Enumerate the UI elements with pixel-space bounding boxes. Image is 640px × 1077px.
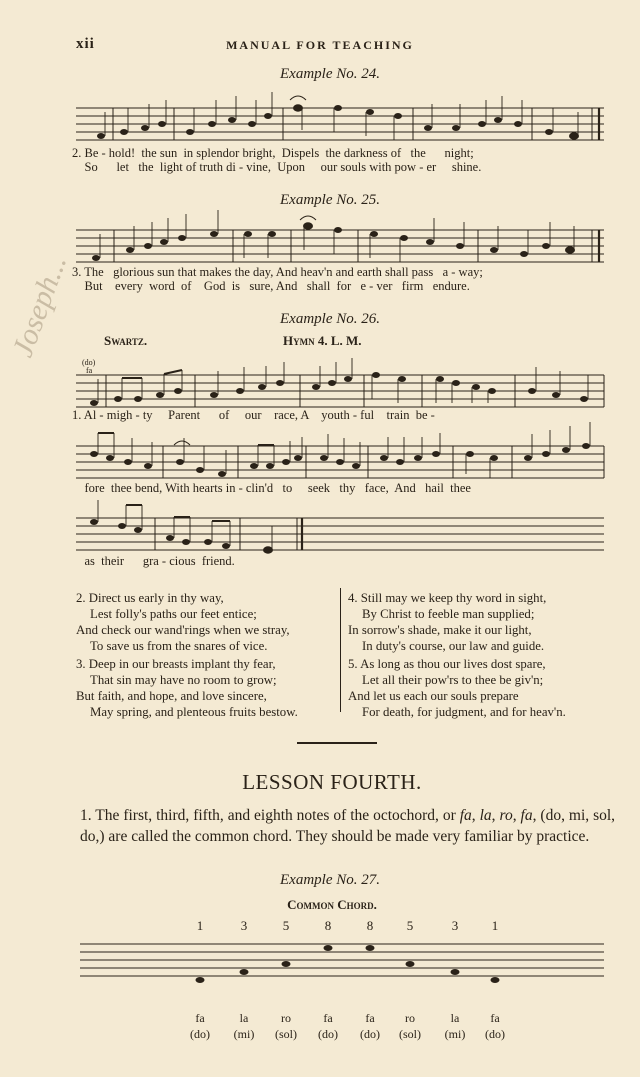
chord-note bbox=[406, 961, 415, 967]
verse-2-line-2: Lest folly's paths our feet entice; bbox=[90, 607, 257, 621]
verse-4-line-2: By Christ to feeble man supplied; bbox=[362, 607, 535, 621]
chord-syllable bbox=[438, 1010, 472, 1042]
verse-3 bbox=[76, 656, 298, 720]
chord-note bbox=[451, 969, 460, 975]
syllable-fa-name: ro bbox=[405, 1011, 415, 1025]
syllable-fa-name: la bbox=[239, 1011, 249, 1025]
chord-note bbox=[366, 945, 375, 951]
chord-syllable bbox=[183, 1010, 217, 1042]
clef-label-fa: fa bbox=[86, 366, 93, 375]
syllable-solfege-name: (mi) bbox=[233, 1027, 255, 1041]
verse-3-line-4: May spring, and plenteous fruits bestow. bbox=[90, 705, 298, 719]
example-26-lyric-3: as their gra - cious friend. bbox=[72, 554, 235, 568]
verse-2-line-1: 2. Direct us early in thy way, bbox=[76, 591, 224, 605]
syllable-solfege-name: (do) bbox=[485, 1027, 505, 1041]
syllable-fa-name: fa bbox=[365, 1011, 375, 1025]
page-number: xii bbox=[76, 36, 95, 52]
chord-syllable bbox=[311, 1010, 345, 1042]
syllable-solfege-name: (sol) bbox=[275, 1027, 297, 1041]
chord-syllable bbox=[353, 1010, 387, 1042]
chord-syllable bbox=[393, 1010, 427, 1042]
syllable-solfege-name: (do) bbox=[190, 1027, 210, 1041]
example-27-title: Example No. 27. bbox=[280, 872, 380, 888]
chord-note bbox=[196, 977, 205, 983]
verse-2-line-3: And check our wand'rings when we stray, bbox=[76, 623, 290, 637]
example-26-lyric-1: 1. Al - migh - ty Parent of our race, A youth - ful train be - bbox=[72, 408, 435, 422]
example-26-lyric-2: fore thee bend, With hearts in - clin'd to seek thy face, And hail thee bbox=[72, 481, 471, 495]
chord-degree: 1 bbox=[196, 918, 204, 933]
syllable-solfege-name: (do) bbox=[318, 1027, 338, 1041]
verse-5-line-1: 5. As long as thou our lives dost spare, bbox=[348, 657, 546, 671]
verse-4-line-3: In sorrow's shade, make it our light, bbox=[348, 623, 532, 637]
chord-degree: 3 bbox=[451, 918, 459, 933]
verse-2 bbox=[76, 590, 290, 654]
verse-2-line-4: To save us from the snares of vice. bbox=[90, 639, 268, 653]
staff-24-lines bbox=[76, 108, 604, 140]
chord-degree: 5 bbox=[406, 918, 414, 933]
verse-3-line-3: But faith, and hope, and love sincere, bbox=[76, 689, 267, 703]
example-26-title: Example No. 26. bbox=[280, 311, 380, 327]
chord-degree: 8 bbox=[366, 918, 374, 933]
verse-divider bbox=[340, 588, 341, 712]
syllable-solfege-name: (mi) bbox=[444, 1027, 466, 1041]
syllable-solfege-name: (do) bbox=[360, 1027, 380, 1041]
chord-degree: 5 bbox=[282, 918, 290, 933]
example-25-lyric-1: 3. The glorious sun that makes the day, And heav'n and earth shall pass a - way; bbox=[72, 265, 483, 279]
hymn-meter: Hymn 4. L. M. bbox=[283, 333, 362, 348]
chord-note bbox=[240, 969, 249, 975]
syllable-fa-name: fa bbox=[323, 1011, 333, 1025]
verse-3-line-1: 3. Deep in our breasts implant thy fear, bbox=[76, 657, 276, 671]
example-25-title: Example No. 25. bbox=[280, 192, 380, 208]
staff-24-notes bbox=[97, 92, 579, 140]
example-27-subtitle: Common Chord. bbox=[287, 897, 377, 912]
chord-syllable bbox=[478, 1010, 512, 1042]
margin-handwriting: Joseph... bbox=[6, 250, 74, 362]
clef-label-do: (do) bbox=[82, 358, 96, 367]
chord-note bbox=[491, 977, 500, 983]
verse-5-line-2: Let all their pow'rs to thee be giv'n; bbox=[362, 673, 544, 687]
section-rule bbox=[297, 742, 377, 744]
chord-degree: 3 bbox=[240, 918, 248, 933]
lesson-paragraph: 1. The first, third, fifth, and eighth notes of the octochord, or fa, la, ro, fa, (do, mi, sol, do,) are called the common chord. They should be made very familiar by practice. bbox=[80, 807, 616, 845]
chord-note bbox=[282, 961, 291, 967]
syllable-fa-name: fa bbox=[195, 1011, 205, 1025]
lesson-heading: LESSON FOURTH. bbox=[242, 770, 422, 794]
syllable-solfege-name: (sol) bbox=[399, 1027, 421, 1041]
verse-4-line-4: In duty's course, our law and guide. bbox=[362, 639, 545, 653]
verse-4-line-1: 4. Still may we keep thy word in sight, bbox=[348, 591, 547, 605]
chord-degree: 8 bbox=[324, 918, 332, 933]
example-25-lyric-2: But every word of God is sure, And shall for e - ver firm endure. bbox=[72, 279, 470, 293]
verse-5 bbox=[348, 656, 566, 720]
tune-name: Swartz. bbox=[104, 333, 148, 348]
chord-syllable bbox=[227, 1010, 261, 1042]
verse-5-line-3: And let us each our souls prepare bbox=[348, 689, 519, 703]
example-24-lyric-2: So let the light of truth di - vine, Upon our souls with pow - er shine. bbox=[72, 160, 482, 174]
chord-syllable bbox=[269, 1010, 303, 1042]
verse-3-line-2: That sin may have no room to grow; bbox=[90, 673, 277, 687]
chord-note bbox=[324, 945, 333, 951]
example-24-title: Example No. 24. bbox=[280, 66, 380, 82]
verse-5-line-4: For death, for judgment, and for heav'n. bbox=[362, 705, 566, 719]
chord-degree: 1 bbox=[491, 918, 499, 933]
example-24-lyric-1: 2. Be - hold! the sun in splendor bright, Dispels the darkness of the night; bbox=[72, 146, 474, 160]
running-title: MANUAL FOR TEACHING bbox=[226, 38, 414, 52]
syllable-fa-name: la bbox=[450, 1011, 460, 1025]
syllable-fa-name: fa bbox=[490, 1011, 500, 1025]
chord-notes bbox=[196, 945, 500, 983]
syllable-fa-name: ro bbox=[281, 1011, 291, 1025]
verse-4 bbox=[348, 590, 546, 654]
